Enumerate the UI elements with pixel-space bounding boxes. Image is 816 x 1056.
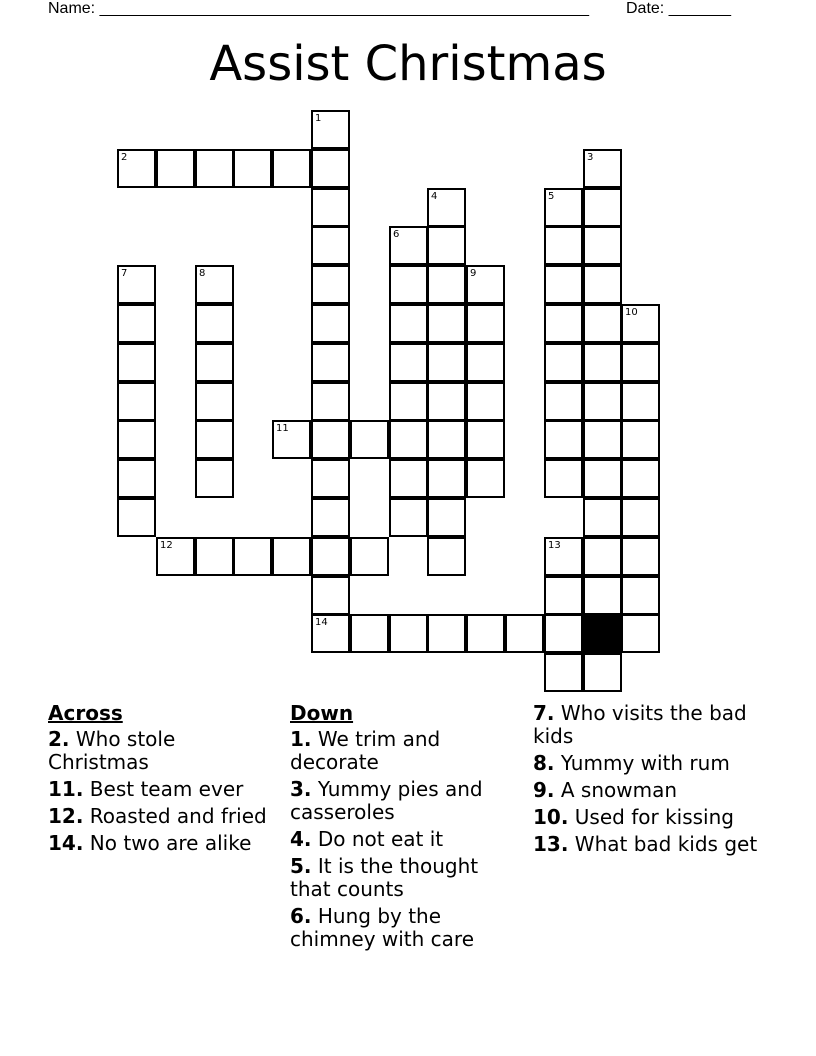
page-title: Assist Christmas — [209, 36, 607, 92]
crossword-cell[interactable] — [466, 265, 505, 304]
crossword-cell[interactable] — [466, 614, 505, 653]
crossword-cell[interactable] — [311, 576, 350, 615]
crossword-cell[interactable] — [544, 226, 583, 265]
crossword-cell[interactable] — [311, 149, 350, 188]
crossword-cell[interactable] — [544, 382, 583, 421]
clue-text: Used for kissing — [574, 805, 734, 829]
cell-number: 2 — [121, 152, 128, 163]
crossword-cell[interactable] — [583, 537, 622, 576]
crossword-cell[interactable] — [350, 537, 389, 576]
clue-number: 3. — [290, 777, 312, 801]
clue-across-2 — [48, 728, 278, 774]
crossword-cell[interactable] — [427, 265, 466, 304]
crossword-cell[interactable] — [621, 537, 660, 576]
crossword-cell[interactable] — [427, 420, 466, 459]
date-field[interactable]: Date: _______ — [626, 0, 731, 17]
crossword-cell[interactable] — [427, 188, 466, 227]
clue-number: 6. — [290, 904, 312, 928]
crossword-cell[interactable] — [389, 382, 428, 421]
clue-down-5 — [290, 855, 515, 901]
clue-text: Best team ever — [89, 777, 244, 801]
crossword-cell[interactable] — [427, 459, 466, 498]
clue-text: Who stole Christmas — [48, 727, 176, 774]
crossword-cell[interactable] — [233, 149, 272, 188]
crossword-cell[interactable] — [156, 537, 195, 576]
crossword-cell[interactable] — [583, 653, 622, 692]
crossword-cell[interactable] — [544, 188, 583, 227]
crossword-cell[interactable] — [583, 188, 622, 227]
clue-number: 10. — [533, 805, 569, 829]
crossword-cell[interactable] — [544, 614, 583, 653]
crossword-cell[interactable] — [195, 149, 234, 188]
crossword-cell[interactable] — [427, 498, 466, 537]
clue-number: 5. — [290, 854, 312, 878]
crossword-cell[interactable] — [389, 614, 428, 653]
crossword-cell[interactable] — [311, 382, 350, 421]
clue-number: 14. — [48, 831, 84, 855]
crossword-cell[interactable] — [544, 420, 583, 459]
crossword-cell[interactable] — [350, 420, 389, 459]
crossword-cell[interactable] — [621, 459, 660, 498]
crossword-cell[interactable] — [427, 614, 466, 653]
crossword-cell[interactable] — [117, 149, 156, 188]
clue-text: Hung by the chimney with care — [290, 904, 475, 951]
clue-text: No two are alike — [89, 831, 252, 855]
crossword-cell[interactable] — [389, 420, 428, 459]
cell-number: 8 — [199, 268, 206, 279]
clue-text: It is the thought that counts — [290, 854, 479, 901]
crossword-cell[interactable] — [311, 498, 350, 537]
clue-down-10 — [533, 806, 773, 829]
clue-number: 1. — [290, 727, 312, 751]
clue-text: What bad kids get — [574, 832, 758, 856]
crossword-cell[interactable] — [544, 265, 583, 304]
crossword-cell[interactable] — [427, 537, 466, 576]
crossword-cell[interactable] — [311, 226, 350, 265]
crossword-cell[interactable] — [389, 498, 428, 537]
crossword-cell[interactable] — [466, 382, 505, 421]
clue-number: 13. — [533, 832, 569, 856]
clue-down-13 — [533, 833, 773, 856]
crossword-cell[interactable] — [311, 110, 350, 149]
clue-text: We trim and decorate — [290, 727, 441, 774]
cell-number: 10 — [625, 307, 638, 318]
crossword-cell[interactable] — [117, 382, 156, 421]
clue-text: Roasted and fried — [89, 804, 267, 828]
crossword-cell[interactable] — [311, 537, 350, 576]
across-clues — [48, 702, 278, 859]
crossword-cell[interactable] — [311, 420, 350, 459]
clue-down-7 — [533, 702, 773, 748]
crossword-cell[interactable] — [195, 420, 234, 459]
crossword-cell[interactable] — [583, 382, 622, 421]
crossword-cell[interactable] — [117, 459, 156, 498]
crossword-cell[interactable] — [583, 459, 622, 498]
crossword-cell[interactable] — [427, 304, 466, 343]
crossword-cell[interactable] — [311, 459, 350, 498]
crossword-cell[interactable] — [583, 304, 622, 343]
clue-number: 12. — [48, 804, 84, 828]
clue-number: 4. — [290, 827, 312, 851]
cell-number: 14 — [315, 617, 328, 628]
crossword-cell[interactable] — [466, 420, 505, 459]
clue-text: Yummy pies and casseroles — [290, 777, 483, 824]
crossword-cell[interactable] — [195, 265, 234, 304]
clue-number: 8. — [533, 751, 555, 775]
crossword-cell[interactable] — [621, 420, 660, 459]
clue-number: 2. — [48, 727, 70, 751]
crossword-cell[interactable] — [389, 265, 428, 304]
crossword-cell[interactable] — [621, 576, 660, 615]
crossword-cell[interactable] — [350, 614, 389, 653]
crossword-cell[interactable] — [311, 343, 350, 382]
crossword-cell[interactable] — [117, 304, 156, 343]
crossword-cell[interactable] — [389, 343, 428, 382]
crossword-cell[interactable] — [389, 304, 428, 343]
cell-number: 3 — [587, 152, 594, 163]
cell-number: 9 — [470, 268, 477, 279]
crossword-cell[interactable] — [272, 149, 311, 188]
crossword-cell[interactable] — [583, 498, 622, 537]
cell-number: 4 — [431, 191, 438, 202]
crossword-cell[interactable] — [583, 265, 622, 304]
crossword-cell[interactable] — [272, 537, 311, 576]
crossword-cell[interactable] — [195, 304, 234, 343]
crossword-black-cell — [583, 614, 622, 653]
crossword-cell[interactable] — [233, 537, 272, 576]
clue-down-3 — [290, 778, 515, 824]
crossword-cell[interactable] — [311, 304, 350, 343]
clue-across-11 — [48, 778, 278, 801]
clue-text: Do not eat it — [317, 827, 444, 851]
crossword-cell[interactable] — [195, 459, 234, 498]
cell-number: 6 — [393, 229, 400, 240]
crossword-cell[interactable] — [311, 265, 350, 304]
cell-number: 12 — [160, 540, 173, 551]
crossword-cell[interactable] — [583, 576, 622, 615]
crossword-cell[interactable] — [466, 343, 505, 382]
crossword-cell[interactable] — [272, 420, 311, 459]
crossword-cell[interactable] — [195, 382, 234, 421]
crossword-cell[interactable] — [466, 459, 505, 498]
crossword-cell[interactable] — [583, 343, 622, 382]
crossword-cell[interactable] — [117, 498, 156, 537]
crossword-cell[interactable] — [195, 343, 234, 382]
clue-text: Who visits the bad kids — [533, 701, 747, 748]
crossword-cell[interactable] — [195, 537, 234, 576]
crossword-cell[interactable] — [583, 226, 622, 265]
down-clues-continued — [533, 702, 773, 860]
clue-number: 7. — [533, 701, 555, 725]
clue-number: 11. — [48, 777, 84, 801]
crossword-cell[interactable] — [621, 343, 660, 382]
clue-down-1 — [290, 728, 515, 774]
cell-number: 7 — [121, 268, 128, 279]
crossword-cell[interactable] — [311, 188, 350, 227]
crossword-cell[interactable] — [117, 343, 156, 382]
cell-number: 13 — [548, 540, 561, 551]
crossword-cell[interactable] — [544, 459, 583, 498]
crossword-cell[interactable] — [466, 304, 505, 343]
crossword-cell[interactable] — [427, 226, 466, 265]
cell-number: 11 — [276, 423, 289, 434]
crossword-cell[interactable] — [621, 614, 660, 653]
crossword-cell[interactable] — [583, 149, 622, 188]
clue-across-14 — [48, 832, 278, 855]
crossword-cell[interactable] — [427, 382, 466, 421]
name-field[interactable]: Name: _______________________________________________________ — [48, 0, 589, 17]
crossword-cell[interactable] — [156, 149, 195, 188]
clue-down-6 — [290, 905, 515, 951]
clue-across-12 — [48, 805, 278, 828]
crossword-cell[interactable] — [621, 498, 660, 537]
clue-down-9 — [533, 779, 773, 802]
crossword-cell[interactable] — [544, 343, 583, 382]
down-clues — [290, 702, 515, 955]
crossword-cell[interactable] — [389, 459, 428, 498]
crossword-cell[interactable] — [427, 343, 466, 382]
cell-number: 1 — [315, 113, 322, 124]
crossword-cell[interactable] — [544, 537, 583, 576]
clue-down-8 — [533, 752, 773, 775]
crossword-cell[interactable] — [621, 382, 660, 421]
crossword-cell[interactable] — [505, 614, 544, 653]
crossword-cell[interactable] — [544, 653, 583, 692]
crossword-cell[interactable] — [544, 576, 583, 615]
crossword-cell[interactable] — [311, 614, 350, 653]
crossword-cell[interactable] — [389, 226, 428, 265]
clue-number: 9. — [533, 778, 555, 802]
crossword-cell[interactable] — [621, 304, 660, 343]
across-heading: Across — [48, 701, 123, 725]
down-heading: Down — [290, 701, 354, 725]
crossword-cell[interactable] — [117, 265, 156, 304]
crossword-cell[interactable] — [583, 420, 622, 459]
cell-number: 5 — [548, 191, 555, 202]
clue-text: Yummy with rum — [560, 751, 730, 775]
clue-down-4 — [290, 828, 515, 851]
clue-text: A snowman — [560, 778, 678, 802]
crossword-cell[interactable] — [544, 304, 583, 343]
crossword-cell[interactable] — [117, 420, 156, 459]
